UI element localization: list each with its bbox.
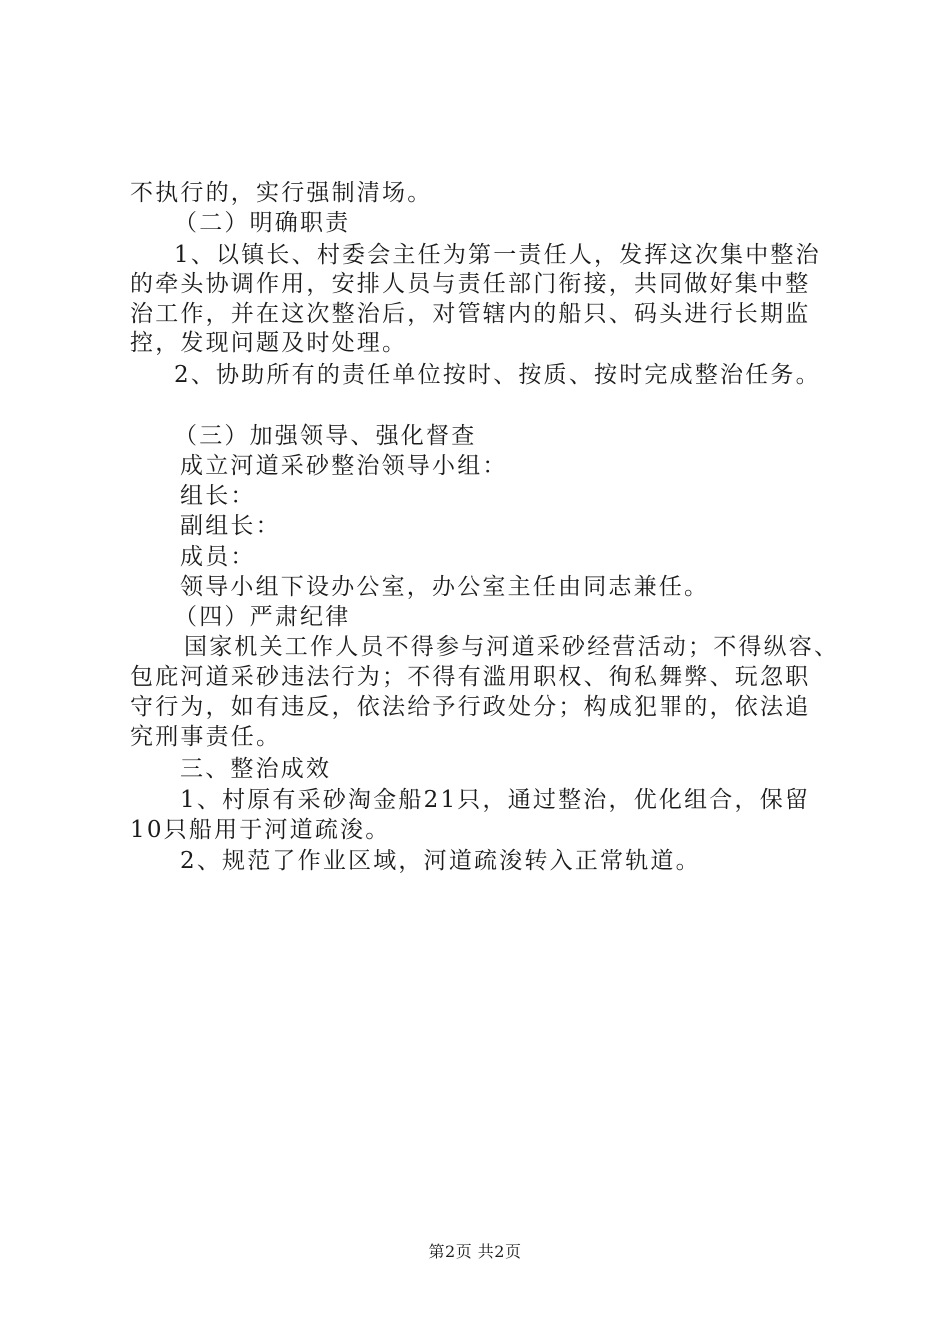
paragraph-line: 的牵头协调作用，安排人员与责任部门衔接，共同做好集中整 [130, 271, 811, 297]
paragraph-line: 成立河道采砂整治领导小组： [180, 453, 508, 479]
paragraph-line: 不执行的，实行强制清场。 [130, 180, 433, 206]
paragraph-line: 2、规范了作业区域，河道疏浚转入正常轨道。 [180, 848, 701, 874]
section-heading: 三、整治成效 [180, 756, 332, 782]
paragraph-line: 1、村原有采砂淘金船21只，通过整治，优化组合，保留 [180, 787, 811, 813]
section-heading: （三）加强领导、强化督查 [174, 423, 477, 449]
paragraph-line: 治工作，并在这次整治后，对管辖内的船只、码头进行长期监 [130, 301, 811, 327]
paragraph-line: 组长： [180, 483, 256, 509]
paragraph-line: 国家机关工作人员不得参与河道采砂经营活动；不得纵容、 [184, 634, 840, 660]
paragraph-line: 守行为，如有违反，依法给予行政处分；构成犯罪的，依法追 [130, 694, 811, 720]
page-number-footer: 第2页 共2页 [428, 1242, 522, 1261]
paragraph-line: 究刑事责任。 [130, 724, 282, 750]
paragraph-line: 成员： [180, 544, 256, 570]
paragraph-line: 1、以镇长、村委会主任为第一责任人，发挥这次集中整治 [174, 242, 821, 268]
paragraph-line: 10只船用于河道疏浚。 [130, 817, 391, 843]
paragraph-line: 2、协助所有的责任单位按时、按质、按时完成整治任务。 [174, 362, 821, 388]
paragraph-line: 包庇河道采砂违法行为；不得有滥用职权、徇私舞弊、玩忽职 [130, 664, 811, 690]
paragraph-line: 控，发现问题及时处理。 [130, 330, 408, 356]
paragraph-line: 领导小组下设办公室，办公室主任由同志兼任。 [180, 574, 710, 600]
paragraph-line: 副组长： [180, 513, 281, 539]
section-heading: （二）明确职责 [174, 210, 351, 236]
section-heading: （四）严肃纪律 [174, 604, 351, 630]
